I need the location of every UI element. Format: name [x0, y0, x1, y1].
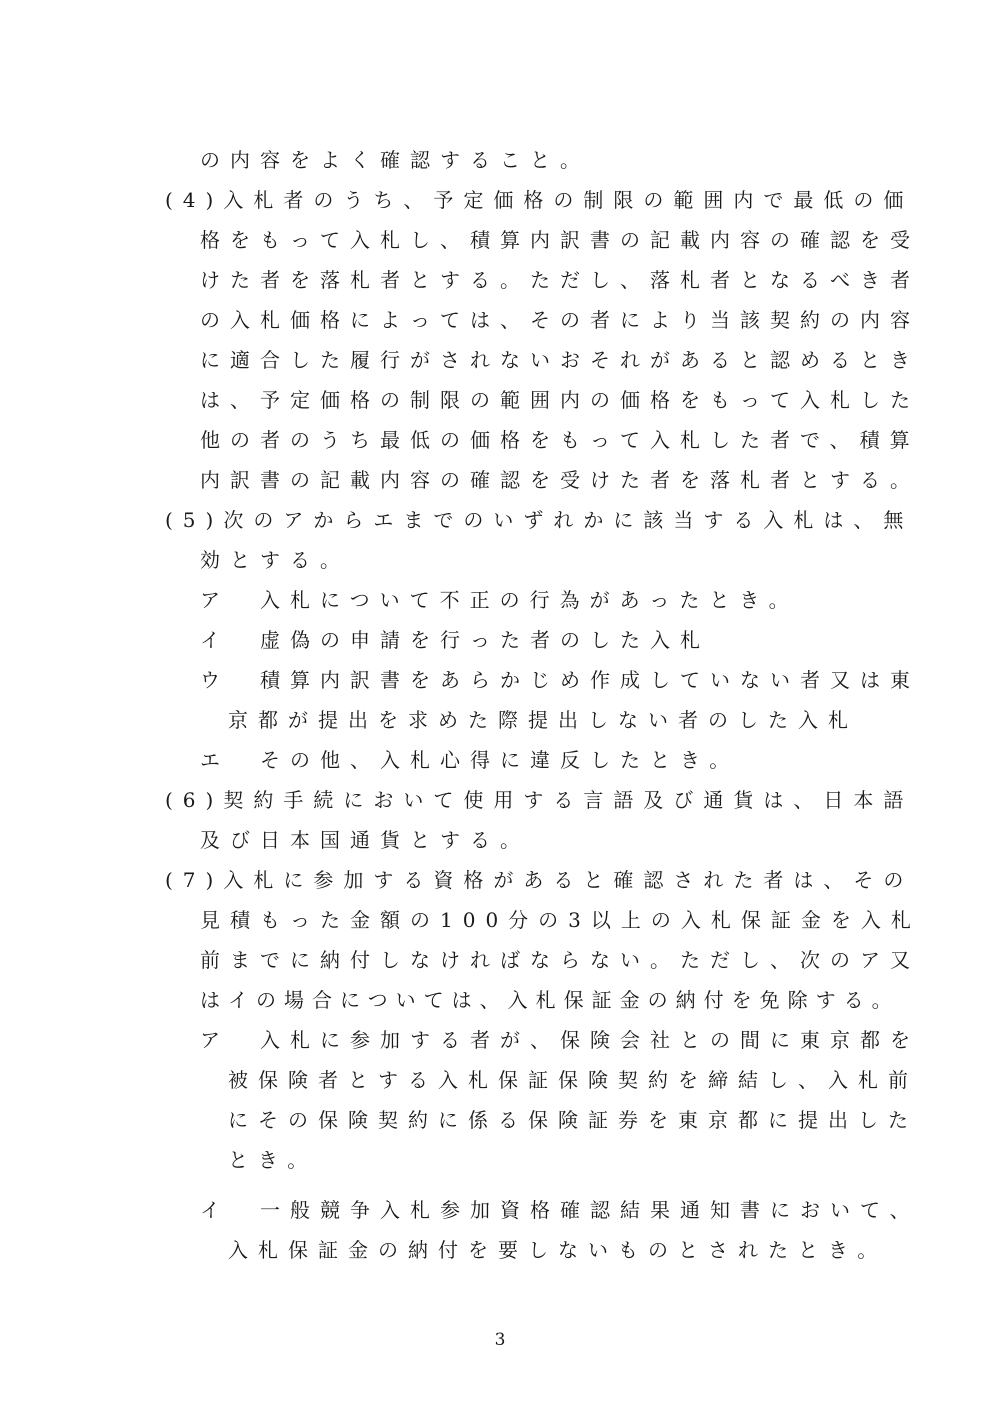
text-line: 格をもって入札し、積算内訳書の記載内容の確認を受	[200, 228, 920, 252]
sub-item-u: ウ 積算内訳書をあらかじめ作成していない者又は東	[200, 668, 920, 692]
numbered-item-7: (7)入札に参加する資格があると確認された者は、その	[165, 868, 914, 892]
text-line: 見積もった金額の100分の3以上の入札保証金を入札	[200, 908, 921, 932]
text-line: けた者を落札者とする。ただし、落札者となるべき者	[200, 268, 920, 292]
numbered-item-4: (4)入札者のうち、予定価格の制限の範囲内で最低の価	[165, 188, 914, 212]
text-line: 及び日本国通貨とする。	[200, 828, 530, 852]
text-line: はイの場合については、入札保証金の納付を免除する。	[200, 988, 900, 1012]
text-line: とき。	[228, 1148, 318, 1172]
text-line: は、予定価格の制限の範囲内の価格をもって入札した	[200, 388, 920, 412]
text-line: 他の者のうち最低の価格をもって入札した者で、積算	[200, 428, 920, 452]
text-line: 前までに納付しなければならない。ただし、次のア又	[200, 948, 920, 972]
sub-item-i: イ 一般競争入札参加資格確認結果通知書において、	[200, 1198, 920, 1222]
text-line: の入札価格によっては、その者により当該契約の内容	[200, 308, 920, 332]
numbered-item-5: (5)次のアからエまでのいずれかに該当する入札は、無	[165, 508, 914, 532]
text-line: 京都が提出を求めた際提出しない者のした入札	[228, 708, 858, 732]
text-line: 内訳書の記載内容の確認を受けた者を落札者とする。	[200, 468, 920, 492]
numbered-item-6: (6)契約手続において使用する言語及び通貨は、日本語	[165, 788, 914, 812]
text-line: 効とする。	[200, 548, 350, 572]
sub-item-e: エ その他、入札心得に違反したとき。	[200, 748, 740, 772]
text-line: にその保険契約に係る保険証券を東京都に提出した	[228, 1108, 918, 1132]
sub-item-a: ア 入札について不正の行為があったとき。	[200, 588, 799, 612]
sub-item-a: ア 入札に参加する者が、保険会社との間に東京都を	[200, 1028, 920, 1052]
sub-item-i: イ 虚偽の申請を行った者のした入札	[200, 628, 710, 652]
page-number: 3	[494, 1330, 506, 1350]
text-line: 被保険者とする入札保証保険契約を締結し、入札前	[228, 1068, 918, 1092]
text-line: の内容をよく確認すること。	[200, 148, 590, 172]
text-line: 入札保証金の納付を要しないものとされたとき。	[228, 1238, 888, 1262]
text-line: に適合した履行がされないおそれがあると認めるとき	[200, 348, 920, 372]
